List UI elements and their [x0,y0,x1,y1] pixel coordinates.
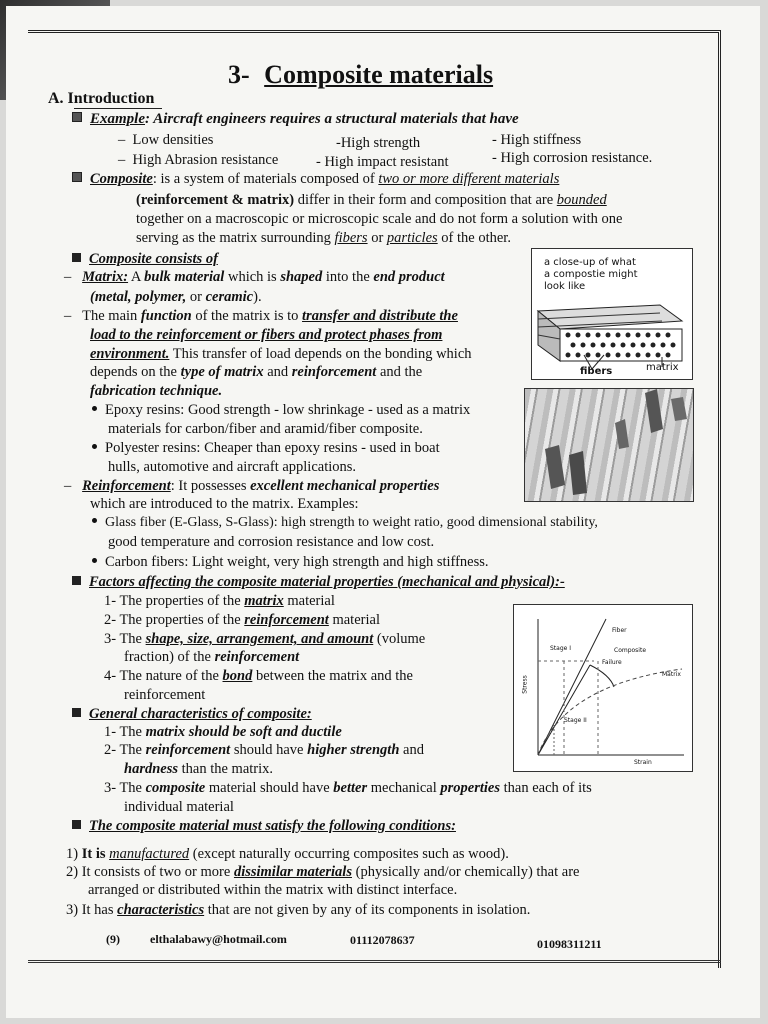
carbon-line: Carbon fibers: Light weight, very high strength and high stiffness. [92,555,489,570]
section-heading-introduction: A. Introduction [48,90,155,107]
general-2-cont: hardness than the matrix. [124,761,274,777]
function-line-5: fabrication technique. [90,383,223,399]
page-number: (9) [106,932,120,946]
consists-heading: Composite consists of [72,252,218,267]
example-line: Example: Aircraft engineers requires a structural materials that have [72,112,519,127]
factor-3: 3- The shape, size, arrangement, and amount (volume [104,631,426,647]
example-prop-2: -High strength [336,135,421,151]
composite-definition-line-3: together on a macroscopic or microscopic scale and do not form a solution with one [136,211,623,227]
bullet-icon [92,444,97,449]
composite-definition-line-4: serving as the matrix surrounding fibers or particles of the other. [136,230,511,246]
polyester-line-2: hulls, automotive and aircraft applications. [108,459,357,475]
stage2-label: Stage II [564,717,587,724]
reinforcement-line-2: which are introduced to the matrix. Examples: [90,496,359,512]
general-heading: General characteristics of composite: [72,707,312,722]
bullet-icon [92,406,97,411]
square-bullet-icon [72,172,82,182]
factor-3-cont: fraction) of the reinforcement [124,649,300,665]
footer-phone-2: 01098311211 [537,937,602,951]
bullet-icon [92,518,97,523]
stage1-label: Stage I [550,645,572,652]
epoxy-line-2: materials for carbon/fiber and aramid/fiber composite. [108,421,423,437]
factor-1: 1- The properties of the matrix material [104,593,335,609]
fiber-curve-label: Fiber [612,627,627,634]
y-axis-label: Stress [521,675,529,694]
title-text: Composite materials [264,60,494,89]
example-prop-6: - High corrosion resistance. [492,150,653,166]
stress-strain-figure [513,604,693,772]
general-1: 1- The matrix should be soft and ductile [104,724,342,740]
example-prop-5: - High impact resistant [316,154,449,170]
composite-closeup-figure [531,248,693,380]
section-underline [74,108,162,109]
composite-definition-line-2: (reinforcement & matrix) differ in their form and composition that are bounded [136,192,607,208]
factor-2: 2- The properties of the reinforcement material [104,612,380,628]
general-3: 3- The composite material should have better mechanical properties than each of its [104,780,592,796]
glass-line-1: Glass fiber (E-Glass, S-Glass): high strength to weight ratio, good dimensional stability, [92,516,598,530]
example-prop-1: – Low densities [118,132,214,148]
factors-heading: Factors affecting the composite material properties (mechanical and physical):- [72,575,565,590]
general-2: 2- The reinforcement should have higher strength and [104,742,424,758]
bullet-icon [92,558,97,563]
condition-3: 3) It has characteristics that are not given by any of its components in isolation. [66,902,531,918]
x-axis-label: Strain [634,759,652,766]
condition-2-cont: arranged or distributed within the matrix with distinct interface. [88,882,458,898]
page-title [228,62,493,88]
glass-line-2: good temperature and corrosion resistance and low cost. [108,534,435,550]
matrix-line-2: (metal, polymer, or ceramic). [90,289,262,305]
function-line-2: load to the reinforcement or fibers and protect phases from [90,327,443,343]
fiber-bundle-illustration [532,249,692,379]
function-line-1: – The main function of the matrix is to transfer and distribute the [64,308,458,324]
square-bullet-icon [72,708,81,717]
condition-2: 2) It consists of two or more dissimilar materials (physically and/or chemically) that are [66,864,580,880]
function-line-4: depends on the type of matrix and reinforcement and the [90,364,423,380]
example-prop-4: – High Abrasion resistance [118,152,279,168]
epoxy-line-1: Epoxy resins: Good strength - low shrinkage - used as a matrix [92,403,470,418]
failure-label: Failure [602,659,622,666]
composite-curve-label: Composite [614,647,647,654]
composite-definition-line-1: Composite: is a system of materials composed of two or more different materials [72,172,559,187]
square-bullet-icon [72,112,82,122]
function-line-3: environment. This transfer of load depends on the bonding which [90,346,472,362]
figure-caption: a close-up of what a compostie might look like [544,257,638,292]
matrix-label: matrix [646,362,679,373]
matrix-line-1: – Matrix: A bulk material which is shaped into the end product [64,269,445,285]
matrix-curve-label: Matrix [662,671,681,678]
general-3-cont: individual material [124,799,234,815]
footer-email: elthalabawy@hotmail.com [150,932,287,946]
fibers-label: fibers [580,366,613,377]
square-bullet-icon [72,576,81,585]
example-prop-3: - High stiffness [492,132,582,148]
conditions-heading: The composite material must satisfy the following conditions: [72,819,456,834]
polyester-line-1: Polyester resins: Cheaper than epoxy resins - used in boat [92,441,440,456]
reinforcement-line-1: – Reinforcement: It possesses excellent mechanical properties [64,478,440,494]
square-bullet-icon [72,820,81,829]
micrograph-image [524,388,694,502]
factor-4-cont: reinforcement [124,687,206,703]
square-bullet-icon [72,253,81,262]
factor-4: 4- The nature of the bond between the matrix and the [104,668,413,684]
footer-phone-1: 01112078637 [350,933,415,947]
condition-1: 1) It is manufactured (except naturally occurring composites such as wood). [66,846,509,862]
title-number: 3- [228,60,250,89]
